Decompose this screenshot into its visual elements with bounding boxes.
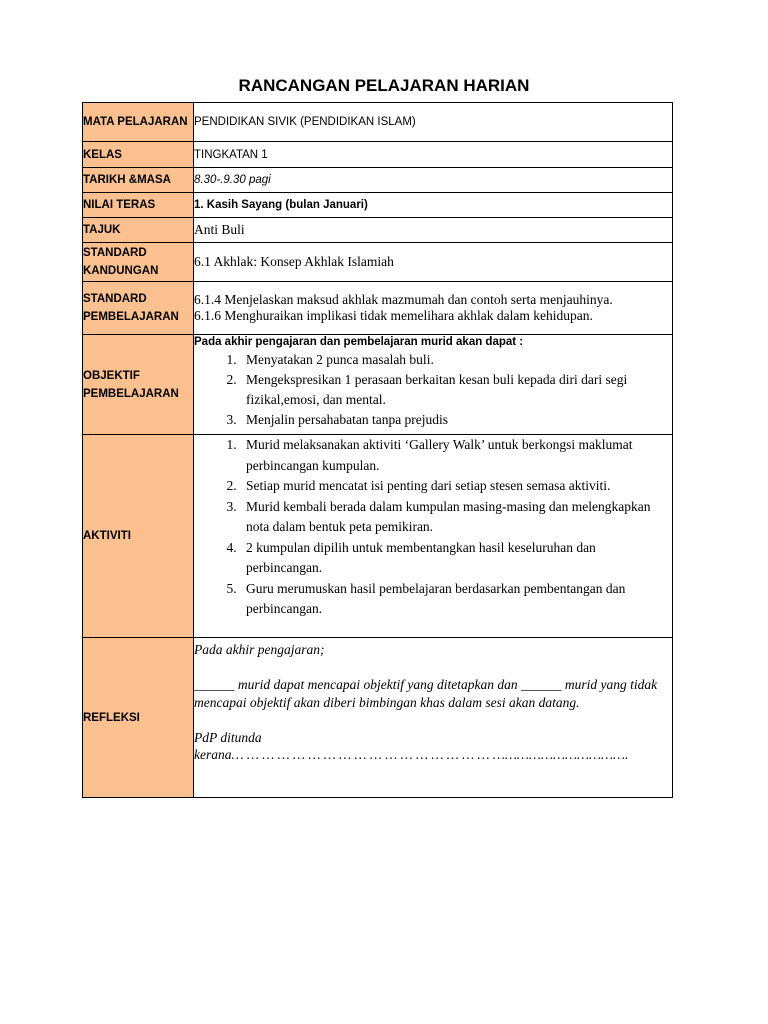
value-mata-pelajaran: PENDIDIKAN SIVIK (PENDIDIKAN ISLAM)	[194, 103, 673, 142]
objektif-intro: Pada akhir pengajaran dan pembelajaran murid akan dapat :	[194, 336, 524, 348]
label-nilai-teras: NILAI TERAS	[83, 193, 194, 218]
value-refleksi	[194, 638, 673, 798]
row-standard-pembelajaran	[83, 282, 673, 335]
value-objektif	[194, 335, 673, 435]
aktiviti-item: 2. Setiap murid mencatat isi penting dari setiap stesen semasa aktiviti.	[240, 476, 672, 497]
aktiviti-item: 4. 2 kumpulan dipilih untuk membentangkan hasil keseluruhan dan perbincangan.	[240, 538, 672, 579]
row-nilai-teras	[83, 193, 673, 218]
objektif-item: 3. Menjalin persahabatan tanpa prejudis	[240, 410, 672, 430]
row-kelas	[83, 142, 673, 168]
objektif-list	[194, 350, 672, 430]
label-aktiviti: AKTIVITI	[83, 435, 194, 638]
lesson-plan-table	[82, 102, 673, 798]
value-tarikh: 8.30-.9.30 pagi	[194, 168, 673, 193]
standard-pembelajaran-line-2: 6.1.6 Menghuraikan implikasi tidak memelihara akhlak dalam kehidupan.	[194, 308, 593, 323]
aktiviti-item: 5. Guru merumuskan hasil pembelajaran berdasarkan pembentangan dan perbincangan.	[240, 579, 672, 620]
refleksi-line-3: PdP ditunda	[194, 729, 262, 745]
value-standard-pembelajaran	[194, 282, 673, 335]
objektif-item: 2. Mengekspresikan 1 perasaan berkaitan kesan buli kepada diri dari segi fizikal,emosi, dan mental.	[240, 370, 672, 410]
value-nilai-teras: 1. Kasih Sayang (bulan Januari)	[194, 193, 673, 218]
row-refleksi	[83, 638, 673, 798]
label-tajuk: TAJUK	[83, 218, 194, 243]
label-standard-pembelajaran: STANDARD PEMBELAJARAN	[83, 282, 194, 335]
row-standard-kandungan	[83, 243, 673, 282]
standard-pembelajaran-line-1: 6.1.4 Menjelaskan maksud akhlak mazmumah dan contoh serta menjauhinya.	[194, 292, 613, 307]
objektif-item: 1. Menyatakan 2 punca masalah buli.	[240, 350, 672, 370]
refleksi-line-2: ______ murid dapat mencapai objektif yang ditetapkan dan ______ murid yang tidak mencapai objektif akan diberi bimbingan khas dalam sesi akan datang.	[194, 677, 658, 710]
value-aktiviti	[194, 435, 673, 638]
row-tarikh	[83, 168, 673, 193]
label-mata-pelajaran: MATA PELAJARAN	[83, 103, 194, 142]
row-tajuk	[83, 218, 673, 243]
value-standard-kandungan: 6.1 Akhlak: Konsep Akhlak Islamiah	[194, 243, 673, 282]
row-mata-pelajaran	[83, 103, 673, 142]
aktiviti-list	[194, 435, 672, 620]
label-kelas: KELAS	[83, 142, 194, 168]
aktiviti-item: 1. Murid melaksanakan aktiviti ‘Gallery Walk’ untuk berkongsi maklumat perbincangan kumpulan.	[240, 435, 672, 476]
label-tarikh: TARIKH &MASA	[83, 168, 194, 193]
aktiviti-item: 3. Murid kembali berada dalam kumpulan masing-masing dan melengkapkan nota dalam bentuk peta pemikiran.	[240, 497, 672, 538]
label-refleksi: REFLEKSI	[83, 638, 194, 798]
label-standard-kandungan: STANDARD KANDUNGAN	[83, 243, 194, 282]
value-kelas: TINGKATAN 1	[194, 142, 673, 168]
refleksi-line-4: kerana… … … … … … … … … … … … … … … … … …………………………….	[194, 747, 629, 762]
value-tajuk: Anti Buli	[194, 218, 673, 243]
row-aktiviti	[83, 435, 673, 638]
refleksi-line-1: Pada akhir pengajaran;	[194, 642, 325, 657]
label-objektif: OBJEKTIF PEMBELAJARAN	[83, 335, 194, 435]
row-objektif	[83, 335, 673, 435]
page-title: RANCANGAN PELAJARAN HARIAN	[238, 76, 530, 95]
